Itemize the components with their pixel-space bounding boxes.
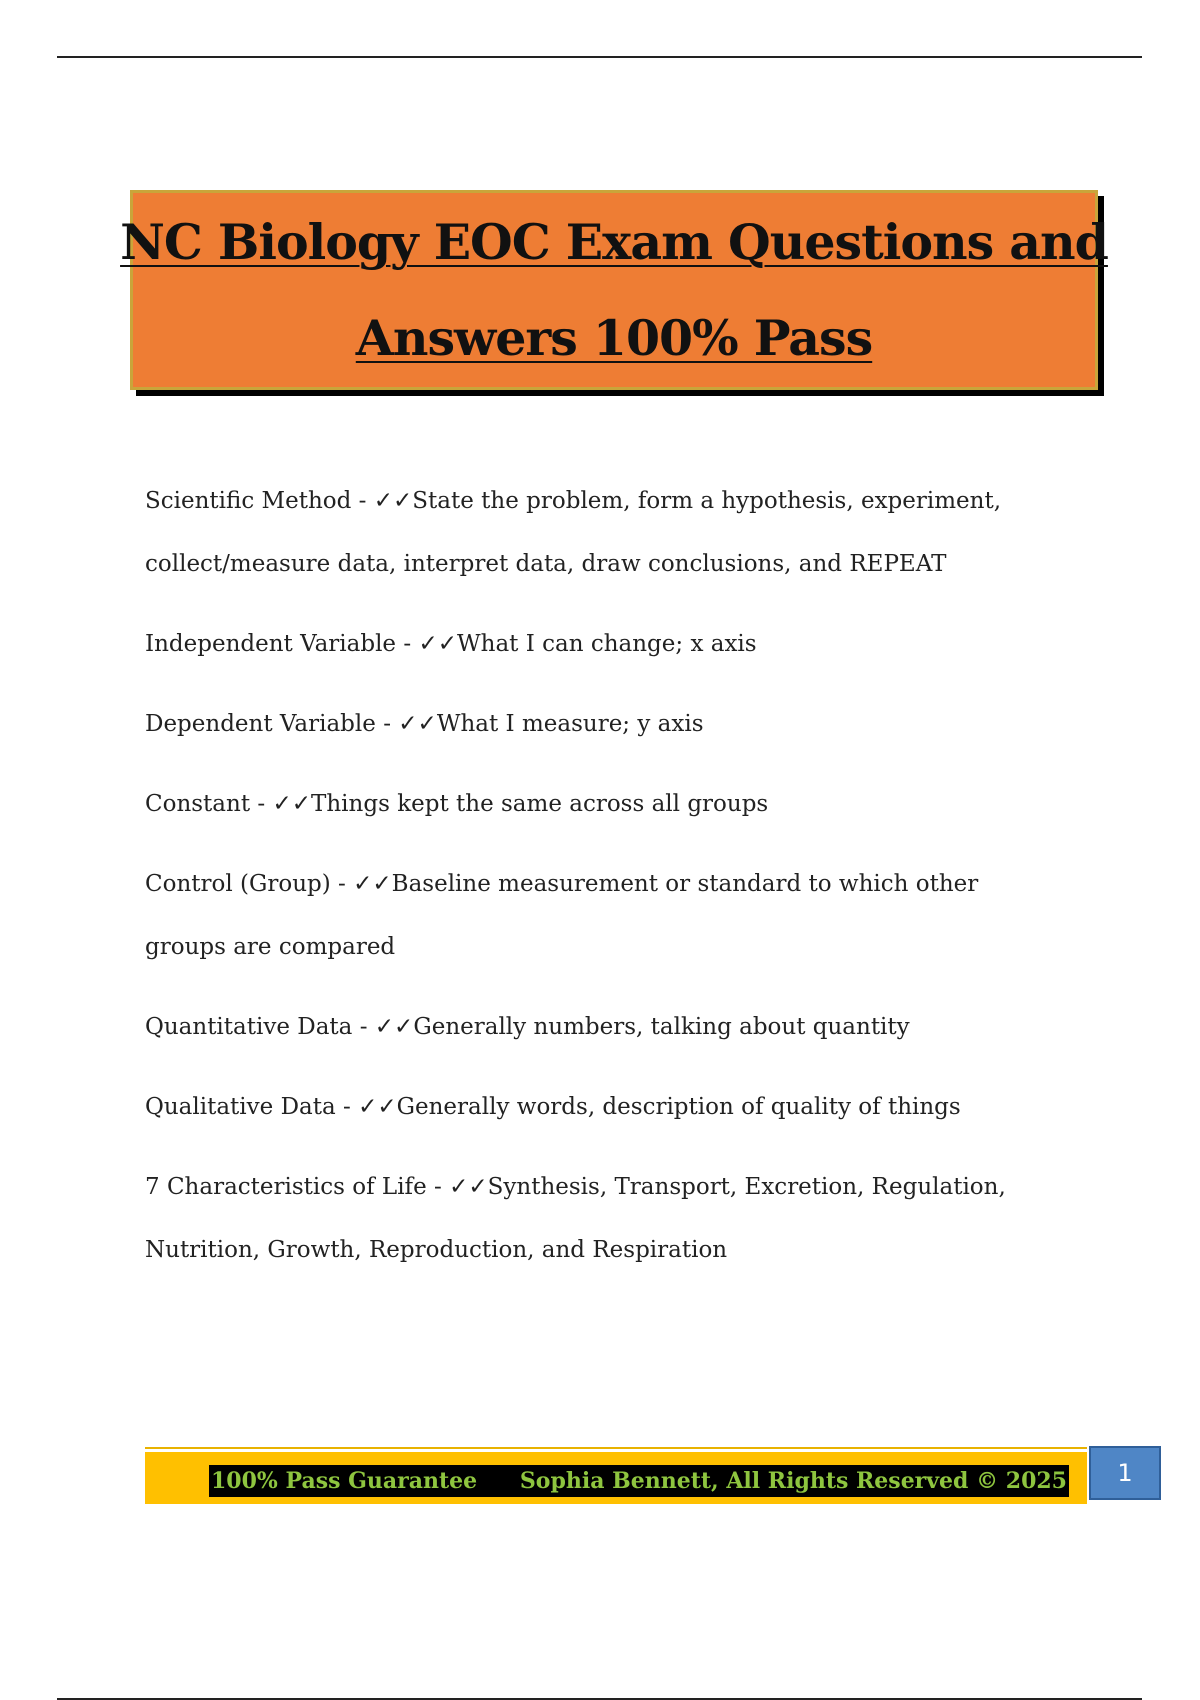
- qa-answer: Generally words, description of quality of things: [396, 1094, 961, 1120]
- qa-item: Quantitative Data - ✓✓Generally numbers, talking about quantity: [145, 1014, 910, 1040]
- check-mark-icon: ✓✓: [272, 791, 312, 817]
- top-rule: [57, 56, 1142, 58]
- qa-item: 7 Characteristics of Life - ✓✓Synthesis, Transport, Excretion, Regulation, Nutrition, Growth, Reproduction, and Respiration: [145, 1174, 1006, 1263]
- page-footer: [145, 1452, 1087, 1504]
- qa-item: Constant - ✓✓Things kept the same across all groups: [145, 791, 769, 817]
- qa-term: Dependent Variable: [145, 711, 376, 737]
- qa-term: Control (Group): [145, 871, 331, 897]
- title-line-1: NC Biology EOC Exam Questions and: [120, 213, 1108, 271]
- qa-answer: Baseline measurement or standard to which other groups are compared: [145, 871, 979, 960]
- qa-list: [145, 470, 1065, 1299]
- qa-term: Quantitative Data: [145, 1014, 353, 1040]
- title-line-2: Answers 100% Pass: [355, 309, 873, 367]
- qa-item: Qualitative Data - ✓✓Generally words, description of quality of things: [145, 1094, 961, 1120]
- check-mark-icon: ✓✓: [358, 1094, 397, 1120]
- qa-item: Dependent Variable - ✓✓What I measure; y axis: [145, 711, 704, 737]
- qa-term: Qualitative Data: [145, 1094, 336, 1120]
- qa-term: 7 Characteristics of Life: [145, 1174, 427, 1200]
- footer-divider: [145, 1447, 1087, 1449]
- qa-item: Independent Variable - ✓✓What I can change; x axis: [145, 631, 757, 657]
- qa-term: Scientific Method: [145, 488, 352, 514]
- footer-left-text: 100% Pass Guarantee: [211, 1468, 478, 1494]
- title-banner: [120, 190, 1108, 390]
- check-mark-icon: ✓✓: [374, 1014, 414, 1040]
- check-mark-icon: ✓✓: [398, 711, 437, 737]
- check-mark-icon: ✓✓: [449, 1174, 488, 1200]
- footer-right-text: Sophia Bennett, All Rights Reserved © 2025: [519, 1468, 1067, 1494]
- qa-term: Constant: [145, 791, 251, 817]
- qa-answer: What I can change; x axis: [457, 631, 757, 657]
- qa-answer: Things kept the same across all groups: [311, 791, 769, 817]
- qa-answer: Generally numbers, talking about quantity: [413, 1014, 910, 1040]
- check-mark-icon: ✓✓: [418, 631, 457, 657]
- page-number: 1: [1089, 1446, 1161, 1500]
- footer-bar: [209, 1465, 1069, 1497]
- check-mark-icon: ✓✓: [353, 871, 392, 897]
- qa-answer: State the problem, form a hypothesis, experiment, collect/measure data, interpret data, draw conclusions, and REPEAT: [145, 488, 1002, 577]
- qa-item: Control (Group) - ✓✓Baseline measurement or standard to which other groups are compared: [145, 871, 979, 960]
- qa-answer: Synthesis, Transport, Excretion, Regulation, Nutrition, Growth, Reproduction, and Respiration: [145, 1174, 1006, 1263]
- check-mark-icon: ✓✓: [373, 488, 413, 514]
- qa-item: Scientific Method - ✓✓State the problem, form a hypothesis, experiment, collect/measure data, interpret data, draw conclusions, and REPEAT: [145, 488, 1002, 577]
- qa-answer: What I measure; y axis: [436, 711, 704, 737]
- qa-term: Independent Variable: [145, 631, 397, 657]
